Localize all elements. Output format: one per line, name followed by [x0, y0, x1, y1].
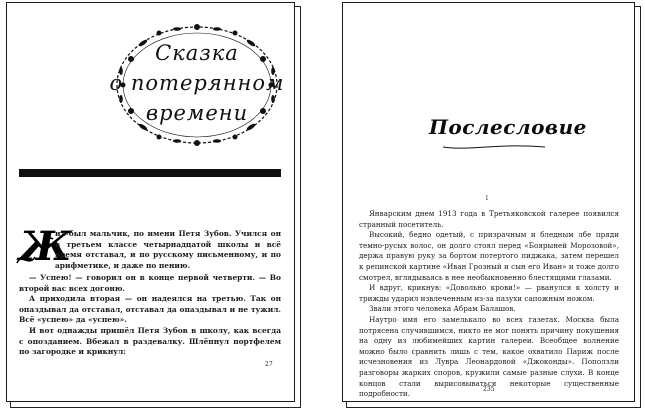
- left-page-number: 27: [265, 361, 273, 368]
- afterword-paragraph-5: Наутро имя его замелькало во всех газетах. Москва была потрясена случившимся, никто не мог понять причину покушения на одну из любимейших картин галереи. Всеобщее волнение можно было сравнить лишь с тем, какое охватило Париж после исчезновения из Лувра Леонардовой «Джоконды». Поползли разговоры жарких споров, кружили самые разные слухи. В конце концов стали вырисовываться некоторые существенные подробности.: [359, 314, 619, 399]
- story-paragraph-3: А приходила вторая — он надеялся на третью. Так он опаздывал да отставал, отставал да опаздывал и не тужил. Всё «успею» да «успею».: [19, 294, 281, 325]
- right-page: [342, 2, 635, 402]
- left-page: [6, 2, 295, 402]
- afterword-paragraph-2: Высокий, бедно одетый, с призрачным и бледным лбе пряди темно-русых волос, он долго стоял перед «Боярыней Морозовой», держа правую руку за бортом потертого пиджака, затем перешел к репинской картине «Иван Грозный и сын его Иван» и тоже долго смотрел, вглядываясь в нее необыкновенно блестящими глазами.: [359, 230, 619, 282]
- right-page-number: 235: [483, 386, 495, 393]
- story-title-line-3: времени: [145, 101, 249, 125]
- afterword-title: Послесловие: [429, 115, 587, 139]
- afterword-text-column: [359, 209, 619, 400]
- story-paragraph-1-top: [55, 229, 281, 271]
- story-title-line-2: о потерянном: [109, 71, 285, 95]
- section-number: 1: [485, 195, 489, 202]
- story-text-column: [19, 273, 281, 358]
- afterword-paragraph-3: И вдруг, крикнув: «Довольно крови!» — рванулся к холсту и трижды ударил извлеченным из-за пазухи сапожным ножом.: [359, 283, 619, 303]
- afterword-paragraph-4: Звали этого человека Абрам Балашов.: [369, 304, 516, 314]
- story-paragraph-2: — Успею! — говорил он в конце первой четверти. — Во второй вас всех догоню.: [19, 273, 281, 293]
- afterword-paragraph-1: Январским днем 1913 года в Третьяковской галерее появился странный посетитель.: [359, 209, 619, 229]
- title-flourish: [439, 141, 549, 151]
- story-paragraph-1: ил-был мальчик, по имени Петя Зубов. Учился он в третьем классе четырнадцатой школы и всё время отставал, и по русскому письменному, и по арифметике, и даже по пению.: [55, 229, 281, 270]
- story-paragraph-4: И вот однажды пришёл Петя Зубов в школу, как всегда с опозданием. Вбежал в раздевалку. Шлёпнул портфелем по загородке и крикнул:: [19, 325, 281, 357]
- drop-cap-letter: Ж: [19, 223, 72, 270]
- black-divider-bar: [19, 169, 281, 177]
- story-title-line-1: Сказка: [155, 41, 239, 65]
